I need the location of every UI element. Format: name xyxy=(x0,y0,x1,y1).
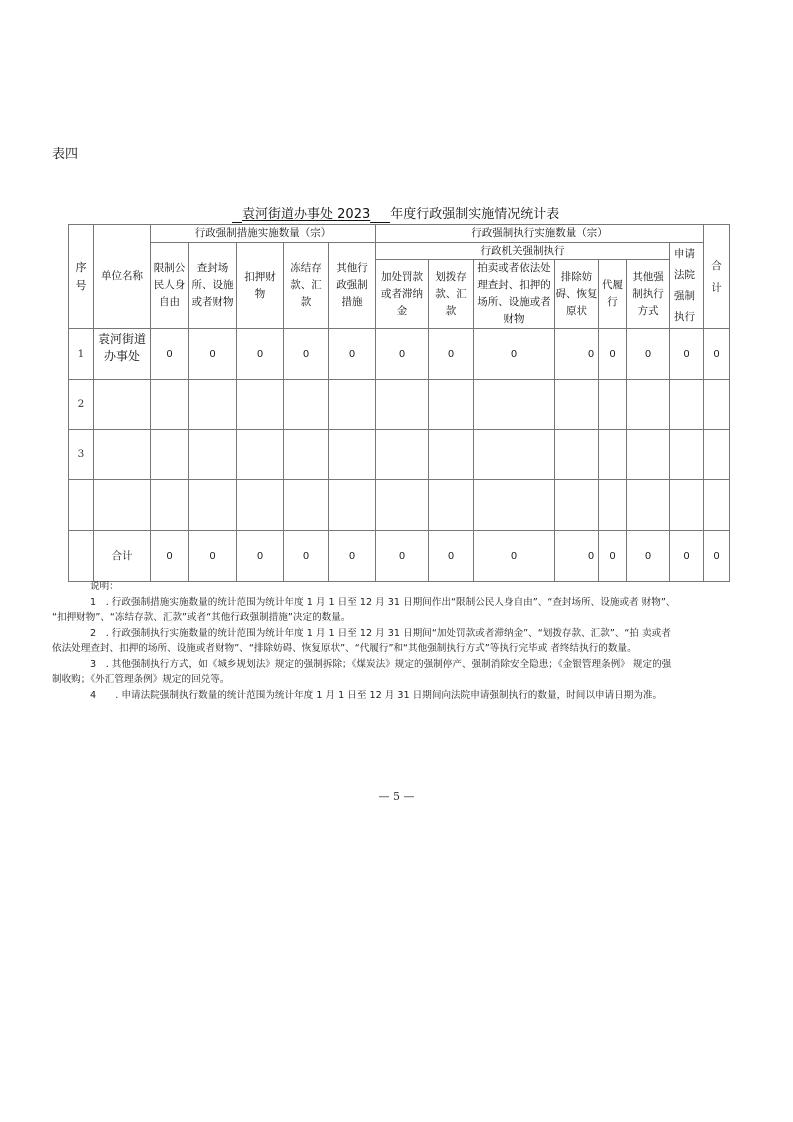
total-value: 0 xyxy=(284,531,329,582)
cell-value xyxy=(555,430,599,480)
total-label: 合计 xyxy=(94,531,151,582)
cell-value xyxy=(284,480,329,531)
header-agency-2: 划拨存款、汇款 xyxy=(429,260,474,329)
total-value: 0 xyxy=(474,531,555,582)
cell-value xyxy=(474,430,555,480)
cell-value xyxy=(376,480,429,531)
header-court: 申请法院强制执行 xyxy=(670,243,704,329)
total-value: 0 xyxy=(704,531,730,582)
row-unit: 袁河街道办事处 xyxy=(94,329,151,380)
row-seq: 2 xyxy=(69,380,94,430)
row-unit xyxy=(94,380,151,430)
title-year: 2023 xyxy=(337,207,371,222)
total-value: 0 xyxy=(627,531,670,582)
title-unit: 袁河街道办事处 xyxy=(242,207,334,222)
cell-value xyxy=(284,380,329,430)
header-measures-group: 行政强制措施实施数量（宗） xyxy=(151,225,376,243)
note-2-line-2: 依法处理查封、扣押的场所、设施或者财物”、“排除妨碍、恢复原状”、“代履行”和“其他强制执行方式”等执行完毕或 者终结执行的数量。 xyxy=(52,643,637,654)
table-label: 表四 xyxy=(52,147,79,162)
header-row-2 xyxy=(69,243,730,260)
cell-value xyxy=(189,380,237,430)
row-seq: 3 xyxy=(69,430,94,480)
cell-value xyxy=(376,430,429,480)
row-seq xyxy=(69,480,94,531)
cell-value xyxy=(670,480,704,531)
cell-value xyxy=(670,430,704,480)
cell-value: 0 xyxy=(429,329,474,380)
cell-value xyxy=(704,430,730,480)
row-unit xyxy=(94,480,151,531)
cell-value xyxy=(599,380,627,430)
header-total: 合计 xyxy=(704,225,730,329)
cell-value xyxy=(151,380,189,430)
cell-value xyxy=(670,380,704,430)
title-blank-trail xyxy=(370,207,390,223)
cell-value xyxy=(627,430,670,480)
header-agency-1: 加处罚款或者滞纳金 xyxy=(376,260,429,329)
cell-value xyxy=(237,380,284,430)
notes-heading: 说明： xyxy=(90,581,119,592)
header-measure-1: 限制公民人身自由 xyxy=(151,243,189,329)
total-value: 0 xyxy=(599,531,627,582)
total-value: 0 xyxy=(329,531,376,582)
note-1-line-2: “扣押财物”、“冻结存款、汇款”或者“其他行政强制措施”决定的数量。 xyxy=(52,612,351,623)
cell-value xyxy=(474,380,555,430)
cell-value xyxy=(189,430,237,480)
cell-value xyxy=(151,430,189,480)
table-row xyxy=(69,430,730,480)
header-execution-group: 行政强制执行实施数量（宗） xyxy=(376,225,704,243)
header-row-1 xyxy=(69,225,730,243)
cell-value: 0 xyxy=(627,329,670,380)
cell-value xyxy=(627,480,670,531)
table-row xyxy=(69,329,730,380)
cell-value: 0 xyxy=(151,329,189,380)
total-value: 0 xyxy=(237,531,284,582)
total-value: 0 xyxy=(151,531,189,582)
header-measure-3: 扣押财物 xyxy=(237,243,284,329)
note-2-line-1: 2 . 行政强制执行实施数量的统计范围为统计年度 1 月 1 日至 12 月 31 日期间“加处罚款或者滞纳金”、“划拨存款、汇款”、“拍 卖或者 xyxy=(90,627,671,639)
page-number: — 5 — xyxy=(378,790,415,803)
cell-value xyxy=(329,430,376,480)
table-row xyxy=(69,380,730,430)
cell-value: 0 xyxy=(474,329,555,380)
document-title xyxy=(232,203,559,223)
cell-value xyxy=(599,480,627,531)
header-unit-name: 单位名称 xyxy=(94,225,151,329)
total-value: 0 xyxy=(189,531,237,582)
cell-value xyxy=(429,380,474,430)
cell-value xyxy=(284,430,329,480)
cell-value xyxy=(237,480,284,531)
cell-value xyxy=(474,480,555,531)
row-unit xyxy=(94,430,151,480)
cell-value xyxy=(555,380,599,430)
table-row xyxy=(69,480,730,531)
cell-value: 0 xyxy=(704,329,730,380)
cell-value xyxy=(555,480,599,531)
cell-value xyxy=(429,480,474,531)
total-value: 0 xyxy=(670,531,704,582)
cell-value xyxy=(189,480,237,531)
header-measure-4: 冻结存款、汇款 xyxy=(284,243,329,329)
header-agency-5: 代履行 xyxy=(599,260,627,329)
row-seq: 1 xyxy=(69,329,94,380)
total-value: 0 xyxy=(555,531,599,582)
cell-value xyxy=(627,380,670,430)
cell-value: 0 xyxy=(670,329,704,380)
cell-value xyxy=(329,480,376,531)
cell-value xyxy=(429,430,474,480)
header-agency-group: 行政机关强制执行 xyxy=(376,243,670,260)
title-suffix: 年度行政强制实施情况统计表 xyxy=(390,207,560,222)
cell-value: 0 xyxy=(189,329,237,380)
note-3-line-1: 3 . 其他强制执行方式，如《城乡规划法》规定的强制拆除；《煤炭法》规定的强制停产、强制消除安全隐患；《金银管理条例》 规定的强 xyxy=(90,658,672,670)
statistics-table xyxy=(68,224,730,582)
header-agency-4: 排除妨碍、恢复原状 xyxy=(555,260,599,329)
cell-value xyxy=(151,480,189,531)
header-measure-5: 其他行政强制措施 xyxy=(329,243,376,329)
total-value: 0 xyxy=(376,531,429,582)
total-seq xyxy=(69,531,94,582)
total-row xyxy=(69,531,730,582)
note-3-line-2: 制收购；《外汇管理条例》规定的回兑等。 xyxy=(52,674,230,685)
cell-value xyxy=(237,430,284,480)
title-blank-lead xyxy=(232,207,242,223)
total-value: 0 xyxy=(429,531,474,582)
cell-value xyxy=(376,380,429,430)
header-seq: 序号 xyxy=(69,225,94,329)
cell-value: 0 xyxy=(376,329,429,380)
cell-value xyxy=(704,480,730,531)
header-agency-6: 其他强制执行方式 xyxy=(627,260,670,329)
cell-value xyxy=(329,380,376,430)
cell-value: 0 xyxy=(237,329,284,380)
cell-value: 0 xyxy=(555,329,599,380)
header-agency-3: 拍卖或者依法处理查封、扣押的场所、设施或者财物 xyxy=(474,260,555,329)
cell-value: 0 xyxy=(599,329,627,380)
note-1-line-1: 1 . 行政强制措施实施数量的统计范围为统计年度 1 月 1 日至 12 月 31 日期间作出“限制公民人身自由”、“查封场所、设施或者 财物”、 xyxy=(90,596,676,608)
notes-section xyxy=(52,579,742,703)
cell-value xyxy=(599,430,627,480)
cell-value xyxy=(704,380,730,430)
note-4-line-1: 4 . 申请法院强制执行数量的统计范围为统计年度 1 月 1 日至 12 月 31 日期间向法院申请强制执行的数量，时间以申请日期为准。 xyxy=(90,689,663,701)
header-measure-2: 查封场所、设施或者财物 xyxy=(189,243,237,329)
cell-value: 0 xyxy=(329,329,376,380)
cell-value: 0 xyxy=(284,329,329,380)
